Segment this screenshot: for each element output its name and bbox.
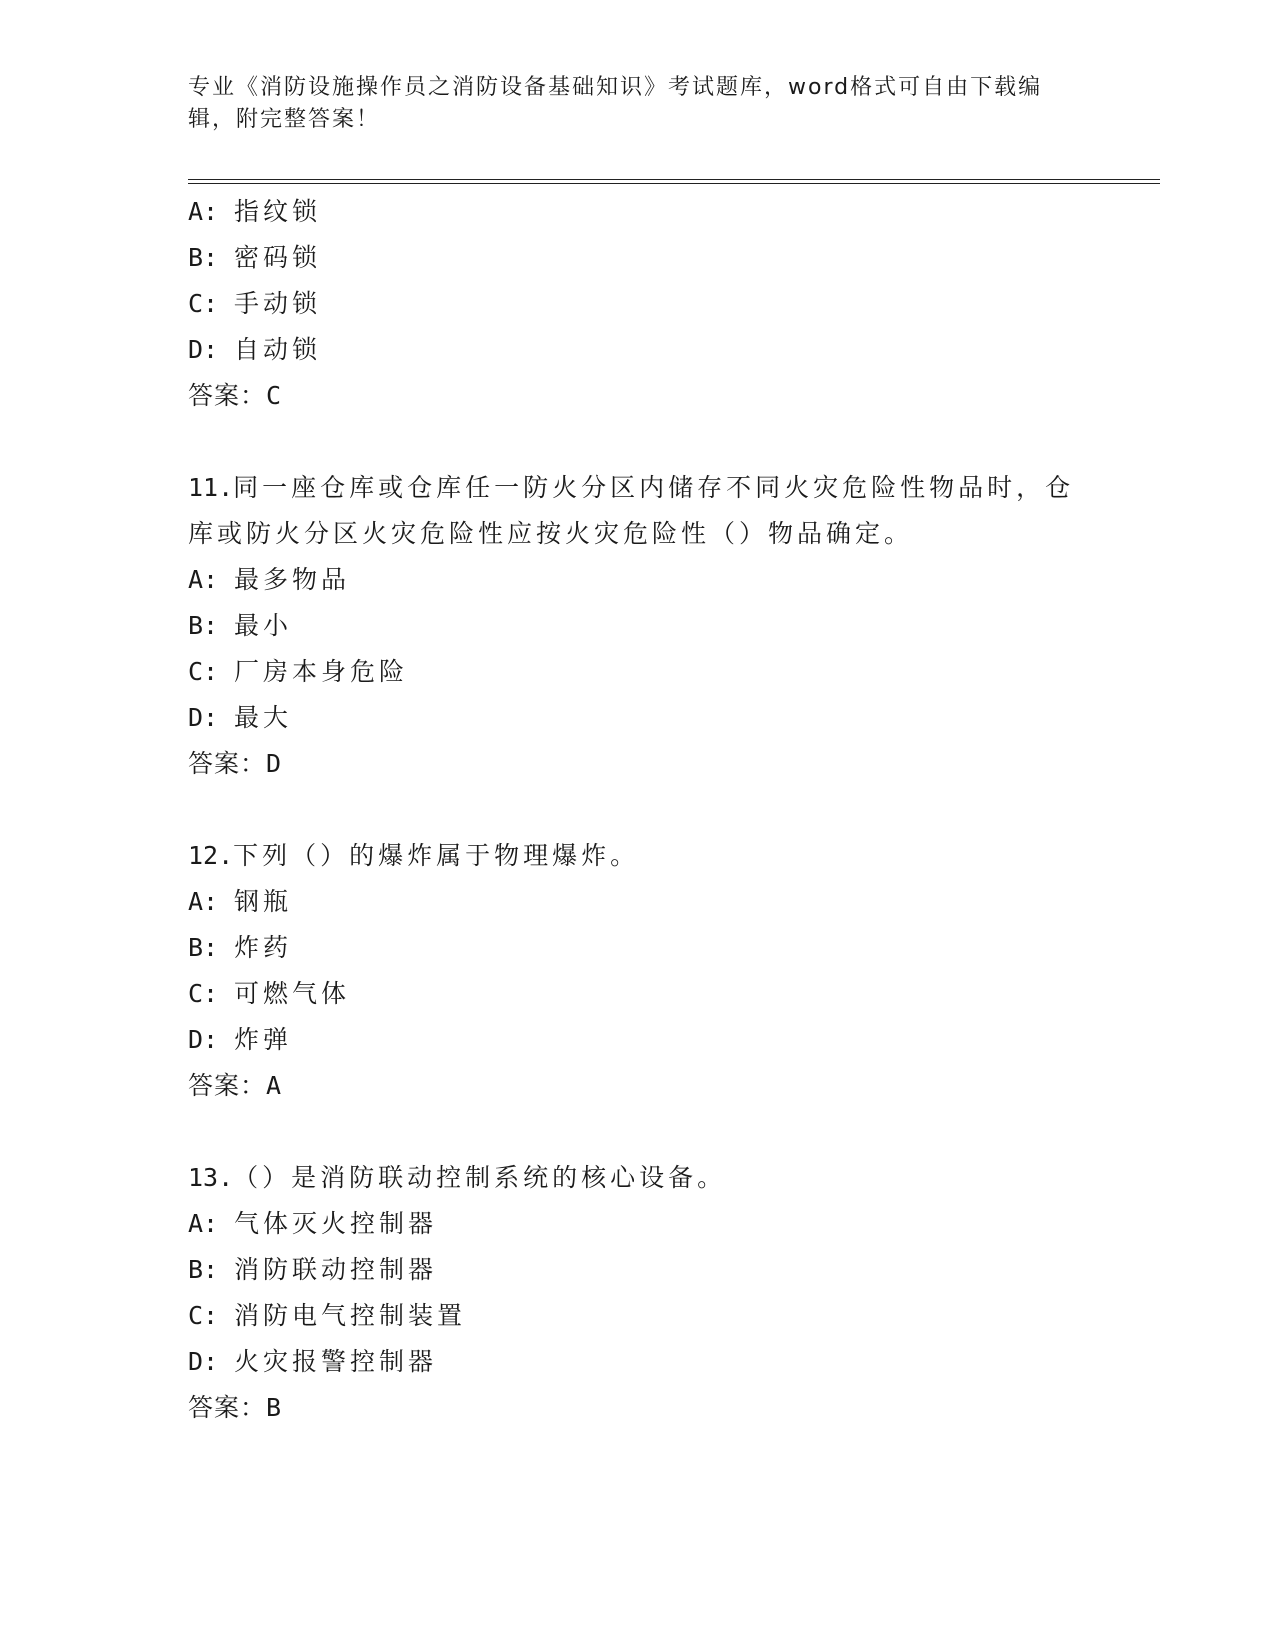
- option-text: 手动锁: [234, 289, 322, 318]
- option-text: 最多物品: [234, 565, 351, 594]
- question-stem-line-1: 同一座仓库或仓库任一防火分区内储存不同火灾危险性物品时，仓: [233, 473, 1075, 502]
- option-text: 最大: [234, 703, 293, 732]
- option-a: [188, 879, 1088, 925]
- answer-label: 答案：: [188, 1393, 267, 1422]
- answer-label: 答案：: [188, 749, 267, 778]
- option-b: [188, 603, 1088, 649]
- option-label: D:: [188, 703, 219, 732]
- question-stem: [188, 833, 1088, 879]
- option-label: C:: [188, 289, 219, 318]
- question-12: [188, 833, 1088, 1109]
- answer-label: 答案：: [188, 381, 267, 410]
- answer-value: B: [266, 1393, 283, 1422]
- document-header: [188, 72, 1068, 136]
- question-11: [188, 465, 1088, 787]
- answer-line: [188, 741, 1088, 787]
- question-stem-line-1: （）是消防联动控制系统的核心设备。: [233, 1163, 727, 1192]
- option-label: C:: [188, 1301, 219, 1330]
- option-text: 钢瓶: [234, 887, 293, 916]
- option-text: 炸弹: [234, 1025, 293, 1054]
- option-text: 自动锁: [234, 335, 322, 364]
- option-c: [188, 1293, 1088, 1339]
- spacer: [188, 787, 1088, 833]
- option-c: [188, 649, 1088, 695]
- option-label: C:: [188, 979, 219, 1008]
- question-stem-line-1: 下列（）的爆炸属于物理爆炸。: [233, 841, 640, 870]
- option-text: 指纹锁: [234, 197, 322, 226]
- answer-line: [188, 1385, 1088, 1431]
- option-a: [188, 189, 1088, 235]
- option-label: D:: [188, 335, 219, 364]
- question-list: [188, 189, 1088, 1431]
- option-d: [188, 1339, 1088, 1385]
- option-label: D:: [188, 1347, 219, 1376]
- option-a: [188, 1201, 1088, 1247]
- spacer: [188, 419, 1088, 465]
- question-stem: [188, 465, 1088, 511]
- option-a: [188, 557, 1088, 603]
- question-stem: [188, 1155, 1088, 1201]
- option-text: 气体灭火控制器: [234, 1209, 438, 1238]
- option-text: 火灾报警控制器: [234, 1347, 438, 1376]
- option-label: A:: [188, 565, 219, 594]
- spacer: [188, 1109, 1088, 1155]
- option-text: 消防联动控制器: [234, 1255, 438, 1284]
- option-b: [188, 925, 1088, 971]
- option-text: 消防电气控制装置: [234, 1301, 467, 1330]
- answer-value: D: [266, 749, 283, 778]
- header-divider-bottom: [188, 183, 1160, 184]
- header-divider-top: [188, 179, 1160, 180]
- header-line-2: 辑，附完整答案！: [188, 107, 381, 132]
- question-partial: [188, 189, 1088, 419]
- option-text: 厂房本身危险: [234, 657, 409, 686]
- question-number: 11.: [188, 473, 234, 502]
- option-label: A:: [188, 1209, 219, 1238]
- option-label: B:: [188, 243, 219, 272]
- option-d: [188, 1017, 1088, 1063]
- option-c: [188, 971, 1088, 1017]
- option-text: 炸药: [234, 933, 293, 962]
- question-number: 13.: [188, 1163, 234, 1192]
- answer-value: A: [266, 1071, 283, 1100]
- option-text: 密码锁: [234, 243, 322, 272]
- option-label: B:: [188, 1255, 219, 1284]
- option-label: D:: [188, 1025, 219, 1054]
- option-d: [188, 695, 1088, 741]
- option-c: [188, 281, 1088, 327]
- option-label: A:: [188, 887, 219, 916]
- option-label: B:: [188, 933, 219, 962]
- option-b: [188, 1247, 1088, 1293]
- option-text: 可燃气体: [234, 979, 351, 1008]
- answer-value: C: [266, 381, 283, 410]
- answer-label: 答案：: [188, 1071, 267, 1100]
- option-label: A:: [188, 197, 219, 226]
- option-text: 最小: [234, 611, 293, 640]
- option-b: [188, 235, 1088, 281]
- question-number: 12.: [188, 841, 234, 870]
- question-stem-line-2: 库或防火分区火灾危险性应按火灾危险性（）物品确定。: [188, 519, 914, 548]
- option-label: B:: [188, 611, 219, 640]
- header-line-1: 专业《消防设施操作员之消防设备基础知识》考试题库，word格式可自由下载编: [188, 75, 1043, 100]
- question-13: [188, 1155, 1088, 1431]
- answer-line: [188, 1063, 1088, 1109]
- option-d: [188, 327, 1088, 373]
- answer-line: [188, 373, 1088, 419]
- option-label: C:: [188, 657, 219, 686]
